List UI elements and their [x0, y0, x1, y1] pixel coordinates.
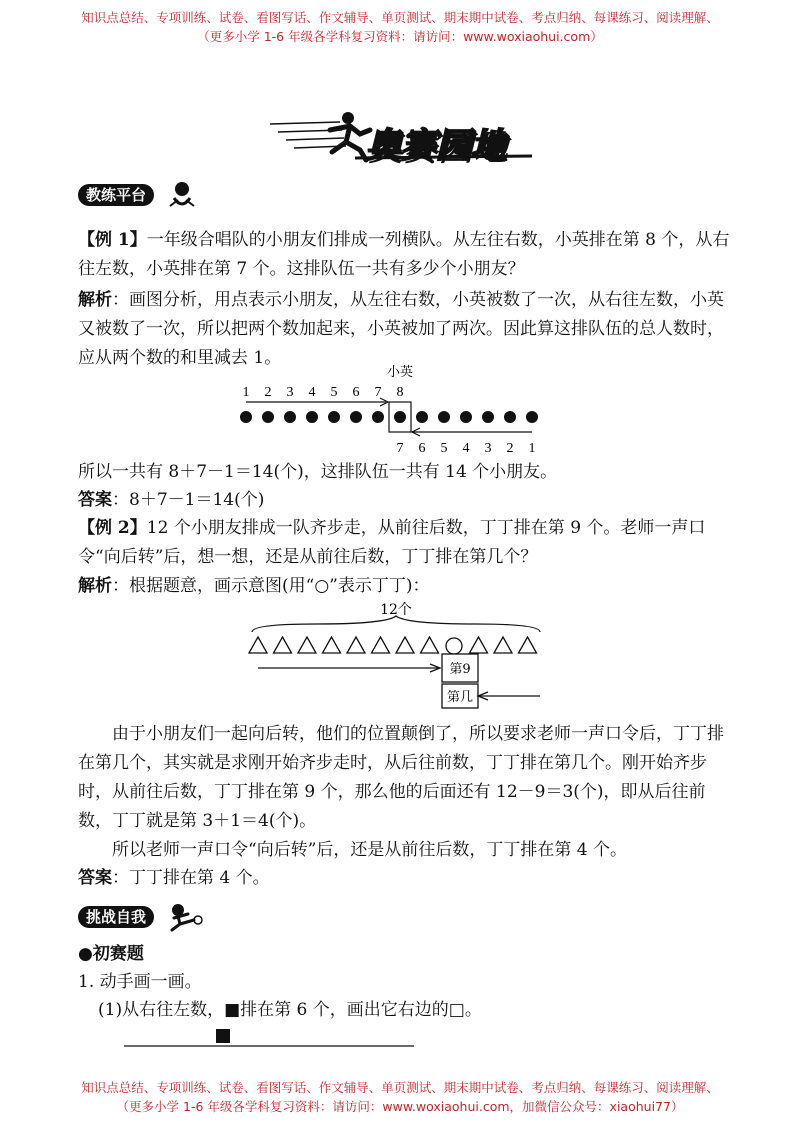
child-triangle [372, 637, 390, 653]
example2-answer [78, 864, 738, 893]
highlight-label: 小英 [386, 365, 414, 380]
section-badge-label: 挑战自我 [78, 906, 154, 928]
example2-explanation: 由于小朋友们一起向后转，他们的位置颠倒了，所以要求老师一声口令后，丁丁排在第几个，其实就是求刚开始齐步走时，从后往前数，丁丁排在第几个。刚开始齐步时，从前往后数，丁丁排在第 9 个，那么他的后面还有 12－9＝3(个)，即从后往前数，丁丁就是第 3＋1＝4(个)。 [78, 724, 724, 831]
dot [284, 411, 296, 423]
bottom-number: 4 [462, 441, 470, 456]
highlight-dot [394, 411, 406, 423]
drawing-line [124, 1026, 414, 1050]
dot [350, 411, 362, 423]
child-triangle [396, 637, 414, 653]
section-badge-coach [78, 180, 198, 210]
example2-tag: 【例 2】 [78, 518, 147, 538]
box-which-label: 第几 [446, 690, 474, 705]
bottom-number: 1 [528, 441, 536, 456]
bottom-banner-line1: 知识点总结、专项训练、试卷、看图写话、作文辅导、单页测试、期末期中试卷、考点归纳、每课练习、阅读理解、 [81, 1080, 719, 1095]
top-number: 2 [264, 385, 272, 400]
top-number: 6 [352, 385, 360, 400]
dot [372, 411, 384, 423]
example2-question-text: 12 个小朋友排成一队齐步走，从前往后数，丁丁排在第 9 个。老师一声口令“向后转”后，想一想，还是从前往后数，丁丁排在第几个？ [78, 518, 706, 567]
dot [262, 411, 274, 423]
page-title-text: 奥赛园地 [366, 126, 506, 166]
dot [306, 411, 318, 423]
child-triangle [249, 637, 267, 653]
example1-tag: 【例 1】 [78, 230, 147, 250]
top-number: 5 [330, 385, 338, 400]
child-triangle [494, 637, 512, 653]
top-banner [0, 8, 800, 46]
example1-analysis [78, 286, 738, 373]
bottom-number: 2 [506, 441, 514, 456]
child-triangle [470, 637, 488, 653]
example1-analysis-text: ：画图分析，用点表示小朋友，从左往右数，小英被数了一次，从右往左数，小英又被数了一次，所以把两个数加起来，小英被加了两次。因此算这排队伍的总人数时，应从两个数的和里减去 1。 [78, 290, 724, 368]
example1-answer-text: ：8＋7－1＝14(个) [112, 490, 265, 510]
dot-line-svg [236, 362, 566, 458]
example2-answer-label: 答案 [78, 868, 112, 888]
example1-question-text: 一年级合唱队的小朋友们排成一列横队。从左往右数，小英排在第 8 个，从右往左数，小英排在第 7 个。这排队伍一共有多少个小朋友？ [78, 230, 730, 279]
bottom-banner-line2: （更多小学 1-6 年级各学科复习资料：请访问：www.woxiaohui.com，加微信公众号：xiaohui77） [116, 1099, 684, 1114]
mascot-kicking-icon [164, 902, 204, 932]
box-ninth-label: 第9 [449, 662, 471, 677]
example1-conclusion: 所以一共有 8＋7－1＝14(个)，这排队伍一共有 14 个小朋友。 [78, 462, 558, 482]
example2-analysis-label: 解析 [78, 576, 112, 596]
child-triangle [323, 637, 341, 653]
top-number: 7 [374, 385, 382, 400]
section-badge-label: 教练平台 [78, 184, 154, 206]
question-1-part-1: (1)从右往左数，■排在第 6 个，画出它右边的□。 [98, 1000, 482, 1020]
top-number: 8 [396, 385, 404, 400]
bottom-number: 3 [484, 441, 492, 456]
bottom-number: 6 [418, 441, 426, 456]
dot [482, 411, 494, 423]
top-banner-line1: 知识点总结、专项训练、试卷、看图写话、作文辅导、单页测试、期末期中试卷、考点归纳、每课练习、阅读理解、 [81, 10, 719, 25]
example2-conclusion: 所以老师一声口令“向后转”后，还是从前往后数，丁丁排在第 4 个。 [112, 840, 628, 860]
child-triangle [347, 637, 365, 653]
page-title [270, 108, 540, 168]
top-number: 4 [308, 385, 316, 400]
bottom-number: 5 [440, 441, 448, 456]
dot [328, 411, 340, 423]
dot [504, 411, 516, 423]
example2-question [78, 514, 738, 572]
top-number: 1 [242, 385, 250, 400]
dot [526, 411, 538, 423]
dot [438, 411, 450, 423]
example1-question [78, 226, 738, 284]
question-1: 1. 动手画一画。 [78, 972, 202, 992]
example1-answer [78, 486, 738, 515]
child-triangle [421, 637, 439, 653]
dingding-circle [446, 638, 462, 654]
mascot-icon [166, 180, 198, 210]
top-number: 3 [286, 385, 294, 400]
child-triangle [274, 637, 292, 653]
preliminary-heading: ●初赛题 [78, 944, 144, 964]
bottom-banner [0, 1078, 800, 1116]
example1-answer-label: 答案 [78, 490, 112, 510]
top-banner-line2: （更多小学 1-6 年级各学科复习资料：请访问：www.woxiaohui.com） [197, 29, 603, 44]
dot [460, 411, 472, 423]
child-triangle [298, 637, 316, 653]
count-label: 12个 [380, 602, 412, 618]
example2-analysis [78, 572, 738, 601]
figure-dot-line [236, 362, 566, 458]
triangle-line-svg [246, 598, 546, 710]
example2-answer-text: ：丁丁排在第 4 个。 [112, 868, 270, 888]
figure-triangle-line [246, 598, 546, 710]
example1-analysis-label: 解析 [78, 290, 112, 310]
drawing-line-svg [124, 1026, 414, 1050]
bottom-number: 7 [396, 441, 404, 456]
example2-analysis-text: ：根据题意，画示意图(用“○”表示丁丁)： [112, 576, 430, 596]
dot [416, 411, 428, 423]
dot [240, 411, 252, 423]
section-badge-challenge [78, 902, 208, 932]
count-brace [252, 616, 540, 632]
filled-square [216, 1029, 230, 1043]
child-triangle [519, 637, 537, 653]
